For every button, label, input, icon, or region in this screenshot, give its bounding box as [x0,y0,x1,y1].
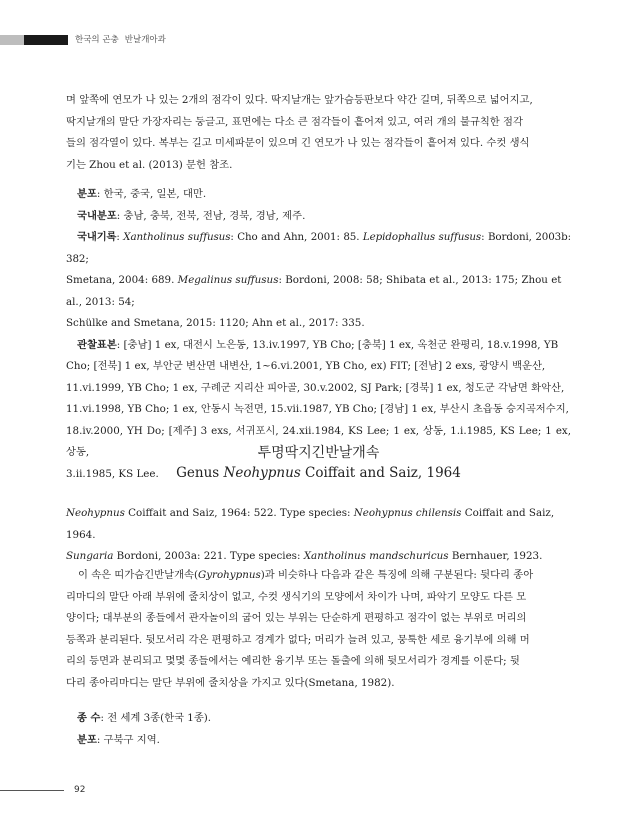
records-text: : [116,231,124,243]
genus-distribution-text: : 구북구 지역. [96,733,160,746]
records-text: : Bordoni, 2003b: 382; [66,231,571,265]
taxon-name: Xantholinus suffusus [123,231,231,243]
footer-rule [0,790,64,791]
records-text: : Cho and Ahn, 2001: 85. [230,231,363,243]
running-header [75,34,166,46]
taxon-name: Lepidophallus suffusus [362,231,482,243]
intro-paragraph [66,90,571,176]
domestic-distribution [66,206,571,228]
synonymy-text: Coiffait and Saiz, 1964. [66,507,555,541]
domestic-text: : 충남, 충북, 전북, 전남, 경북, 경남, 제주. [116,209,306,222]
taxon-name: Megalinus suffusus [177,274,279,286]
synonymy-line [66,503,571,546]
species-count-text: : 전 세계 3종(한국 1종). [100,712,212,724]
specimens-line: Cho; [전북] 1 ex, 부안군 변산면 내변산, 1~6.vi.2001, YB Cho, ex) FIT; [전남] 2 exs, 광양시 백운산, [66,360,546,372]
description-line: 다리 종아리마디는 말단 부위에 줄치상을 가지고 있다(Smetana, 1982). [66,676,395,689]
taxon-name: Xantholinus mandschuricus [303,550,449,562]
genus-heading [66,443,571,483]
header-gray-bar [0,35,24,45]
distribution-label: 분포 [77,188,97,200]
intro-line: 기는 Zhou et al. (2013) 문헌 참조. [66,158,233,171]
domestic-label: 국내분포 [77,209,117,222]
synonymy [66,503,571,568]
intro-line: 딱지날개의 말단 가장자리는 둥글고, 표면에는 다소 큰 점각들이 흩어져 있고, 여러 개의 불규칙한 점각 [66,115,523,128]
specimens-line: 11.vi.1999, YB Cho; 1 ex, 구례군 지리산 피아골, 30.v.2002, SJ Park; [경북] 1 ex, 청도군 각남면 화악산, [66,381,565,394]
species-count [66,708,571,730]
species-count-label: 종 수 [77,712,101,724]
specimens-line: 18.iv.2000, YH Do; [제주] 3 exs, 서귀포시, 24.xii.1984, KS Lee; 1 ex, 상동, 1.i.1985, KS Lee; 1 ex, 상동, [66,424,571,458]
synonymy-text: Bordoni, 2003a: 221. Type species: [113,550,304,562]
description-text: 이 속은 띠가슴긴반날개속( [78,569,198,581]
species-details [66,184,571,485]
records-text: Smetana, 2004: 689. [66,274,178,286]
genus-prefix: Genus [176,465,224,481]
page-number: 92 [74,785,86,795]
genus-summary [66,708,571,751]
records-text: : Bordoni, 2008: 58; Shibata et al., 2013: 175; Zhou et al., 2013: 54; [66,274,562,308]
taxon-name: Sungaria [66,550,114,562]
specimens-line: 11.vi.1998, YB Cho; 1 ex, 안동시 녹전면, 15.vii.1987, YB Cho; [경남] 1 ex, 부산시 초읍동 승지곡저수지, [66,403,569,415]
taxon-name: Gyrohypnus [197,569,261,581]
specimens-line: 3.ii.1985, KS Lee. [66,467,159,480]
description-line: 양이다; 대부분의 종들에서 관자놀이의 굽어 있는 부위는 단순하게 편평하고 점각이 없는 부위로 머리의 [66,612,527,624]
records-label: 국내기록 [77,231,117,243]
description-line: 리의 등면과 분리되고 몇몇 종들에서는 예리한 융기부 또는 돌출에 의해 뒷모서리가 경계를 이룬다; 뒷 [66,655,520,667]
genus-distribution-label: 분포 [77,733,97,746]
series-title: 한국의 곤충 [75,35,119,45]
intro-line: 들의 점각열이 있다. 복부는 길고 미세파문이 있으며 긴 연모가 나 있는 점각들이 흩어져 있다. 수컷 생식 [66,137,530,149]
taxon-name: Neohypnus chilensis [353,507,462,519]
genus-description [66,565,571,694]
genus-distribution [66,730,571,752]
genus-korean-name: 투명딱지긴반날개속 [257,445,380,461]
description-line: 리마디의 말단 아래 부위에 줄치상이 없고, 수컷 생식기의 모양에서 차이가 나며, 파악기 모양도 다른 모 [66,590,527,603]
volume-title: 반날개아과 [124,35,166,45]
distribution-text: : 한국, 중국, 일본, 대만. [96,188,207,200]
header-black-bar [24,35,68,45]
domestic-records-cont [66,270,571,313]
genus-latin: Neohypnus [223,465,301,481]
specimens-line: : [충남] 1 ex, 대전시 노은동, 13.iv.1997, YB Cho; [충북] 1 ex, 옥천군 완평리, 18.v.1998, YB [116,338,559,351]
domestic-records-cont: Schülke and Smetana, 2015: 1120; Ahn et al., 2017: 335. [66,317,365,329]
specimens-label: 관찰표본 [77,338,117,351]
genus-latin-title [66,463,571,483]
genus-author: Coiffait and Saiz, 1964 [300,465,461,481]
distribution [66,184,571,206]
synonymy-text: Coiffait and Saiz, 1964: 522. Type species: [124,507,354,519]
domestic-records [66,227,571,270]
description-line [66,565,571,587]
synonymy-text: Bernhauer, 1923. [448,550,543,562]
description-text: )과 비슷하나 다음과 같은 특징에 의해 구분된다: 뒷다리 종아 [260,569,534,581]
taxon-name: Neohypnus [66,507,125,519]
intro-line: 며 앞쪽에 연모가 나 있는 2개의 점각이 있다. 딱지날개는 앞가슴등판보다 약간 길며, 뒤쪽으로 넓어지고, [66,94,533,106]
specimens [66,335,571,357]
description-line: 등쪽과 분리된다. 뒷모서리 각은 편평하고 경계가 없다; 머리가 늘려 있고, 뭉툭한 세로 융기부에 의해 머 [66,633,530,646]
